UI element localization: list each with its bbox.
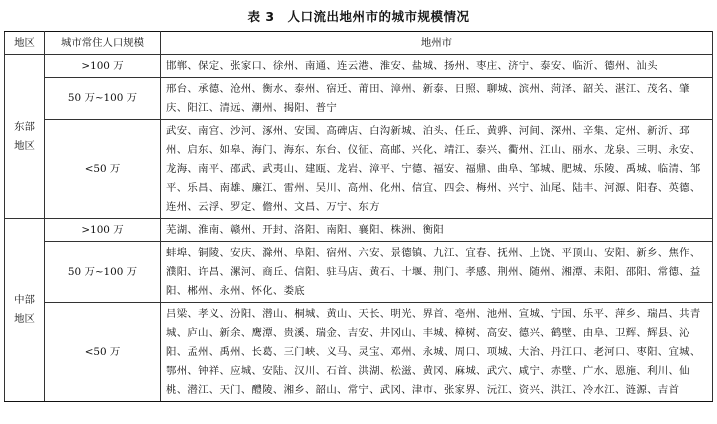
cities-cell: 蚌埠、铜陵、安庆、滁州、阜阳、宿州、六安、景德镇、九江、宜春、抚州、上饶、平顶山、安阳、新乡、焦作、濮阳、许昌、漯河、商丘、信阳、驻马店、黄石、十堰、荆门、孝感、荆州、随州、湘潭、耒阳、邵阳、常德、益阳、郴州、永州、怀化、娄底 (161, 242, 713, 303)
table-row (5, 78, 713, 120)
header-cities: 地州市 (161, 32, 713, 55)
size-cell: 50 万~100 万 (45, 78, 161, 120)
region-cell-central (5, 219, 45, 402)
header-size: 城市常住人口规模 (45, 32, 161, 55)
header-region: 地区 (5, 32, 45, 55)
size-cell: >100 万 (45, 55, 161, 78)
table-row (5, 219, 713, 242)
region-label-line2: 地区 (14, 139, 35, 152)
city-scale-table (4, 31, 713, 402)
table-row (5, 242, 713, 303)
region-label-line2: 地区 (14, 313, 35, 325)
cities-cell: 武安、南宫、沙河、涿州、安国、高碑店、白沟新城、泊头、任丘、黄骅、河间、深州、辛集、定州、新沂、邳州、启东、如皋、海门、海东、东台、仪征、高邮、兴化、靖江、泰兴、衢州、江山、丽水、龙泉、三明、永安、龙海、南平、邵武、武夷山、建瓯、龙岩、漳平、宁德、福安、福鼎、曲阜、邹城、肥城、乐陵、禹城、临清、邹平、乐昌、南雄、廉江、雷州、吴川、高州、化州、信宜、四会、梅州、兴宁、汕尾、陆丰、河源、阳春、英德、连州、云浮、罗定、儋州、文昌、万宁、东方 (161, 120, 713, 219)
size-cell: >100 万 (45, 219, 161, 242)
cities-cell: 吕梁、孝义、汾阳、潜山、桐城、黄山、天长、明光、界首、亳州、池州、宣城、宁国、乐平、萍乡、瑞昌、共青城、庐山、新余、鹰潭、贵溪、瑞金、吉安、井冈山、丰城、樟树、高安、德兴、鹤壁、由阜、卫辉、辉县、沁阳、孟州、禹州、长葛、三门峡、义马、灵宝、邓州、永城、周口、项城、大治、丹江口、老河口、枣阳、宜城、鄂州、钟祥、应城、安陆、汉川、石首、洪湖、松滋、黄冈、麻城、武穴、咸宁、赤壁、广水、恩施、利川、仙桃、潜江、天门、醴陵、湘乡、韶山、常宁、武冈、津市、张家界、沅江、资兴、洪江、冷水江、涟源、吉首 (161, 303, 713, 402)
table-header-row (5, 32, 713, 55)
region-label-line1: 东部 (14, 120, 35, 133)
table-row (5, 303, 713, 402)
table-caption: 表 3 人口流出地州市的城市规模情况 (247, 9, 470, 24)
table-row (5, 55, 713, 78)
size-cell: 50 万~100 万 (45, 242, 161, 303)
region-cell-east (5, 55, 45, 219)
table-row (5, 120, 713, 219)
cities-cell: 芜湖、淮南、赣州、开封、洛阳、南阳、襄阳、株洲、衡阳 (161, 219, 713, 242)
cities-cell: 邢台、承德、沧州、衡水、泰州、宿迁、莆田、漳州、新泰、日照、聊城、滨州、菏泽、韶关、湛江、茂名、肇庆、阳江、清远、潮州、揭阳、普宁 (161, 78, 713, 120)
size-cell: <50 万 (45, 303, 161, 402)
size-cell: <50 万 (45, 120, 161, 219)
cities-cell: 邯郸、保定、张家口、徐州、南通、连云港、淮安、盐城、扬州、枣庄、济宁、泰安、临沂、德州、汕头 (161, 55, 713, 78)
region-label-line1: 中部 (14, 294, 35, 306)
